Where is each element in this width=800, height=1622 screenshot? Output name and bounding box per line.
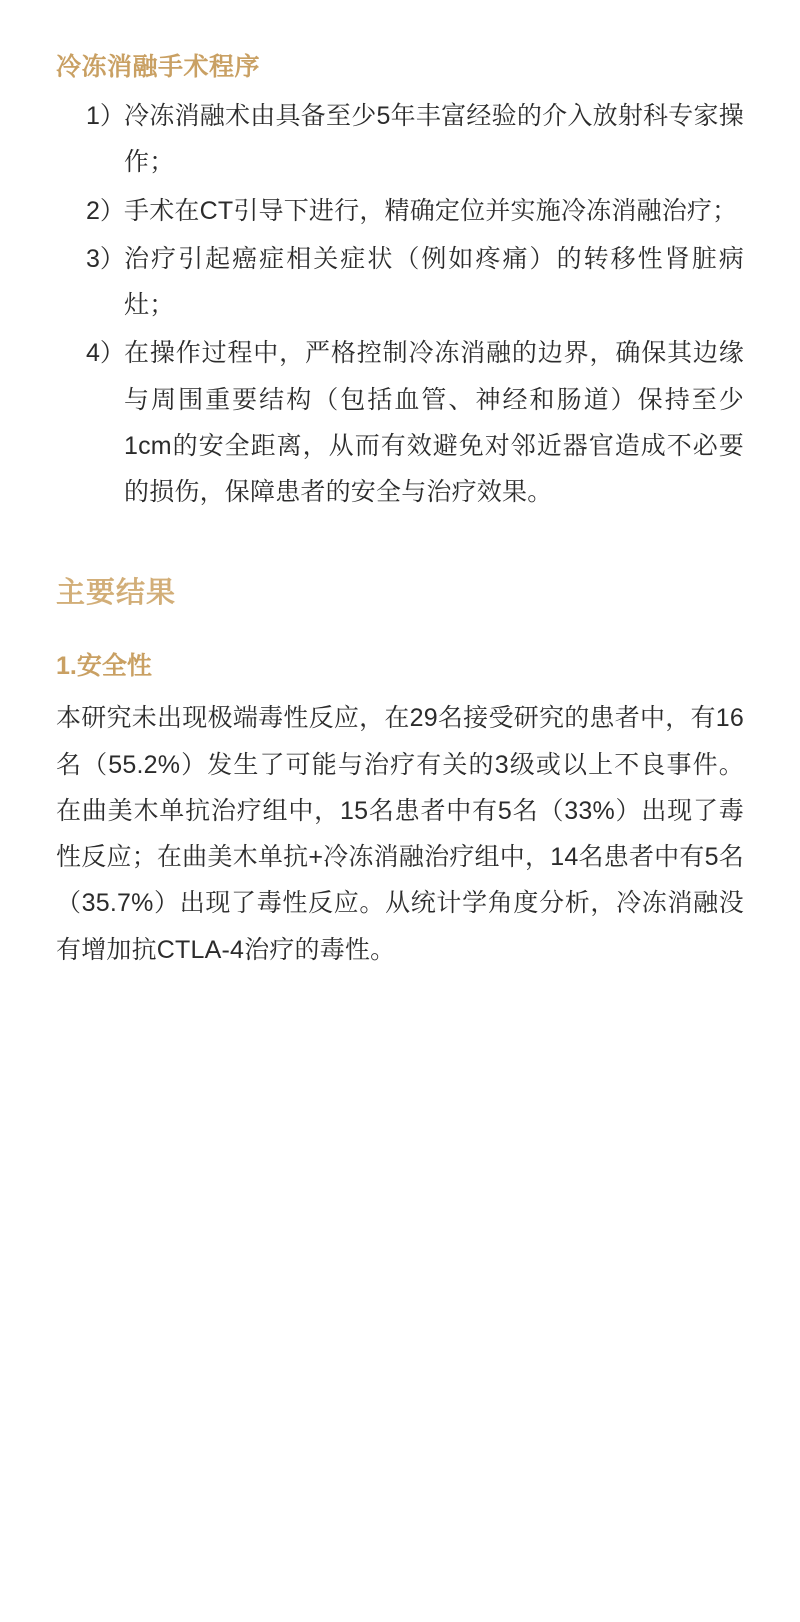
- safety-subsection-heading: 1.安全性: [56, 651, 152, 680]
- list-item-text: 手术在CT引导下进行，精确定位并实施冷冻消融治疗；: [124, 196, 738, 225]
- list-item: [56, 330, 744, 515]
- list-item-text: 在操作过程中，严格控制冷冻消融的边界，确保其边缘与周围重要结构（包括血管、神经和肠道）保持至少1cm的安全距离，从而有效避免对邻近器官造成不必要的损伤，保障患者的安全与治疗效果。: [124, 339, 744, 506]
- list-item: [56, 93, 744, 186]
- list-item: [56, 236, 744, 329]
- list-item-number: 1）: [86, 102, 125, 130]
- procedure-list: [56, 93, 744, 515]
- list-item-number: 2）: [86, 196, 125, 225]
- list-item-text: 治疗引起癌症相关症状（例如疼痛）的转移性肾脏病灶；: [124, 244, 744, 319]
- procedure-section-heading: 冷冻消融手术程序: [56, 53, 261, 81]
- safety-paragraph: 本研究未出现极端毒性反应，在29名接受研究的患者中，有16名（55.2%）发生了可能与治疗有关的3级或以上不良事件。在曲美木单抗治疗组中，15名患者中有5名（33%）出现了毒性反应；在曲美木单抗+冷冻消融治疗组中，14名患者中有5名（35.7%）出现了毒性反应。从统计学角度分析，冷冻消融没有增加抗CTLA-4治疗的毒性。: [56, 704, 744, 964]
- results-section-heading: 主要结果: [56, 577, 177, 610]
- list-item-number: 4）: [86, 339, 125, 368]
- list-item: [56, 188, 744, 234]
- list-item-text: 冷冻消融术由具备至少5年丰富经验的介入放射科专家操作；: [124, 102, 744, 177]
- list-item-number: 3）: [86, 244, 125, 273]
